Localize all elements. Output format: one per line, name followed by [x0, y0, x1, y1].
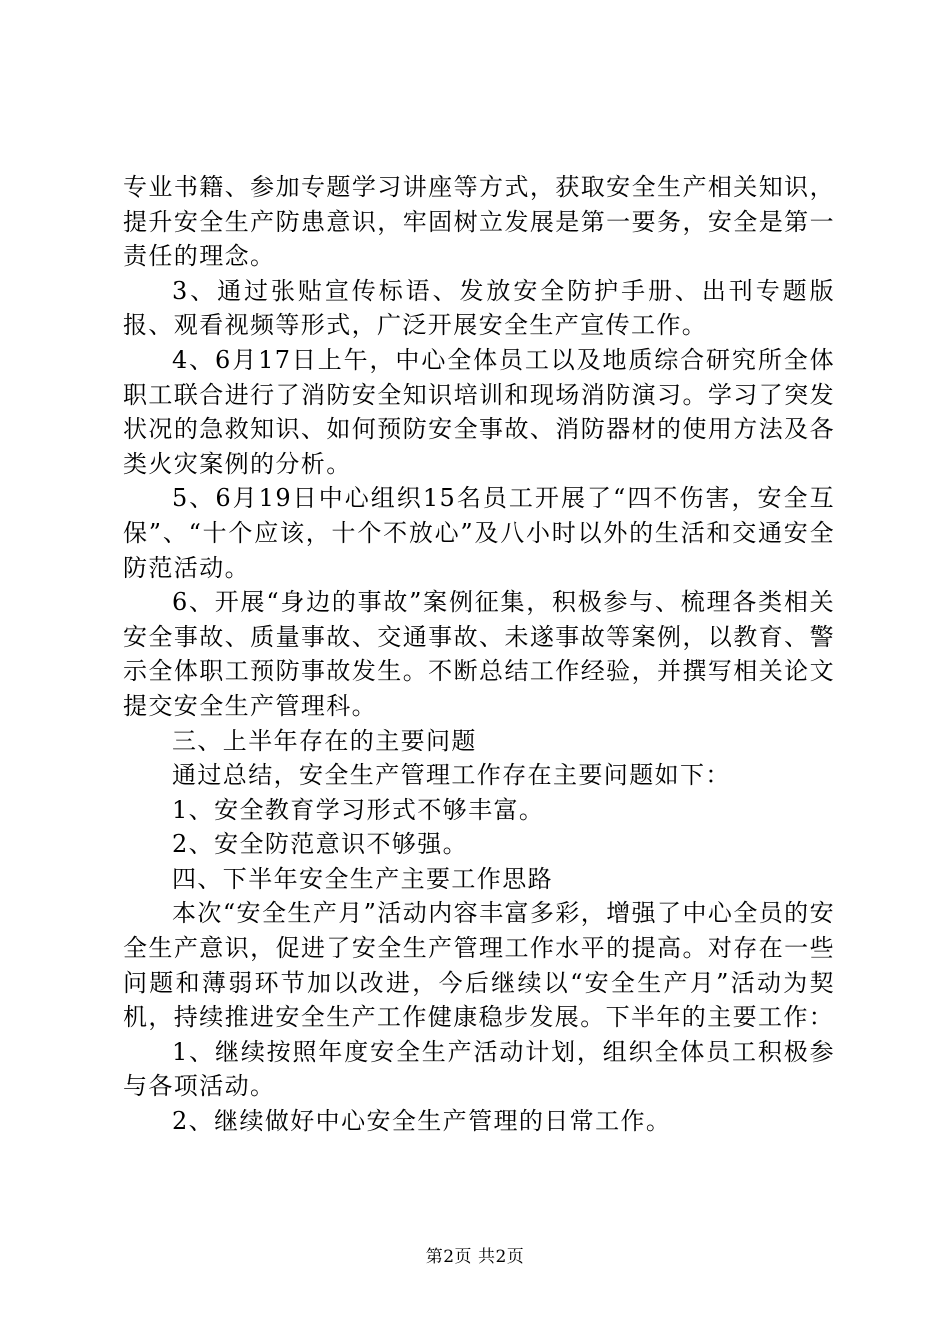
document-body: [123, 170, 835, 1139]
section-heading-3: 三、上半年存在的主要问题: [172, 726, 477, 755]
paragraph-item-4: 4、6月17日上午，中心全体员工以及地质综合研究所全体职工联合进行了消防安全知识培训和现场消防演习。学习了突发状况的急救知识、如何预防安全事故、消防器材的使用方法及各类火灾案例的分析。: [123, 345, 835, 478]
paragraph-continuation: 专业书籍、参加专题学习讲座等方式，获取安全生产相关知识，提升安全生产防患意识，牢固树立发展是第一要务，安全是第一责任的理念。: [123, 173, 835, 271]
paragraph-item-3: 3、通过张贴宣传标语、发放安全防护手册、出刊专题版报、观看视频等形式，广泛开展安全生产宣传工作。: [123, 276, 835, 340]
paragraph-plan-1: 1、继续按照年度安全生产活动计划，组织全体员工积极参与各项活动。: [123, 1037, 835, 1101]
paragraph-problem-2: 2、安全防范意识不够强。: [172, 830, 469, 859]
paragraph-outlook: 本次“安全生产月”活动内容丰富多彩，增强了中心全员的安全生产意识，促进了安全生产管理工作水平的提高。对存在一些问题和薄弱环节加以改进，今后继续以“安全生产月”活动为契机，持续推进安全生产工作健康稳步发展。下半年的主要工作：: [123, 899, 835, 1032]
paragraph-summary: 通过总结，安全生产管理工作存在主要问题如下：: [172, 761, 731, 790]
paragraph-plan-2: 2、继续做好中心安全生产管理的日常工作。: [172, 1107, 672, 1136]
paragraph-item-5: 5、6月19日中心组织15名员工开展了“四不伤害，安全互保”、“十个应该，十个不放心”及八小时以外的生活和交通安全防范活动。: [123, 484, 835, 582]
paragraph-item-6: 6、开展“身边的事故”案例征集，积极参与、梳理各类相关安全事故、质量事故、交通事故、未遂事故等案例，以教育、警示全体职工预防事故发生。不断总结工作经验，并撰写相关论文提交安全生产管理科。: [123, 588, 835, 720]
section-heading-4: 四、下半年安全生产主要工作思路: [172, 864, 553, 893]
paragraph-problem-1: 1、安全教育学习形式不够丰富。: [172, 795, 545, 824]
page-number-footer: 第2页 共2页: [425, 1247, 525, 1267]
